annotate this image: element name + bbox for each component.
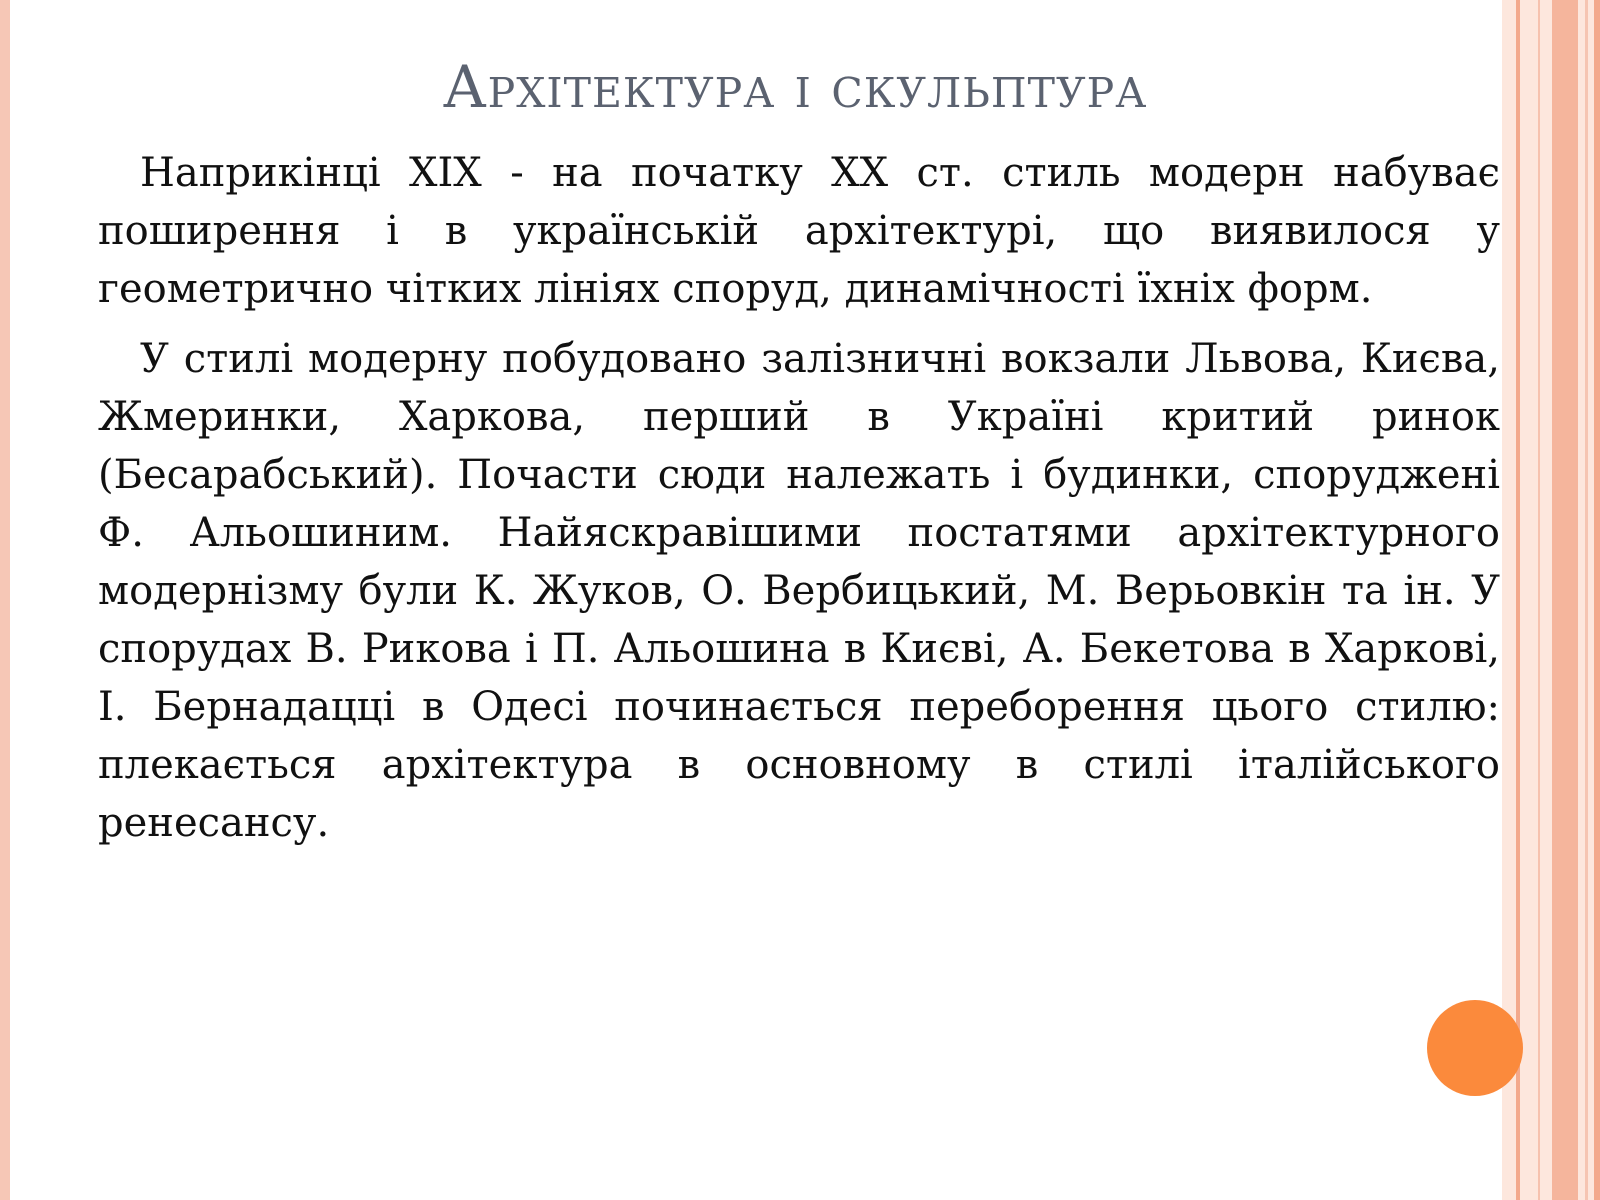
body-paragraph: У стилі модерну побудовано залізничні вокзали Львова, Києва, Жмеринки, Харкова, перший в Україні критий ринок (Бесарабський). Почасти сюди належать і будинки, споруджені Ф. Альошиним. Найяскравішими постатями архітектурного модернізму були К. Жуков, О. Вербицький, М. Верьовкін та ін. У спорудах В. Рикова і П. Альошина в Києві, А. Бекетова в Харкові, І. Бернадацці в Одесі починається переборення цього стилю: плекається архітектура в основному в стилі італійського ренесансу. bbox=[98, 336, 1500, 846]
slide-title: Архітектура і скульптура bbox=[442, 53, 1148, 121]
slide-body bbox=[98, 144, 1500, 864]
right-stripe bbox=[1516, 0, 1520, 1200]
right-stripe bbox=[1594, 0, 1600, 1200]
right-border-decoration bbox=[1502, 0, 1600, 1200]
body-paragraph: Наприкінці XIX - на початку XX ст. стиль модерн набуває поширення і в українській архітектурі, що виявилося у геометрично чітких лініях споруд, динамічності їхніх форм. bbox=[98, 150, 1500, 312]
right-stripe bbox=[1585, 0, 1588, 1200]
left-border-decoration bbox=[0, 0, 10, 1200]
right-stripe bbox=[1552, 0, 1578, 1200]
right-stripe bbox=[1538, 0, 1540, 1200]
orange-circle-decoration bbox=[1427, 1000, 1523, 1096]
